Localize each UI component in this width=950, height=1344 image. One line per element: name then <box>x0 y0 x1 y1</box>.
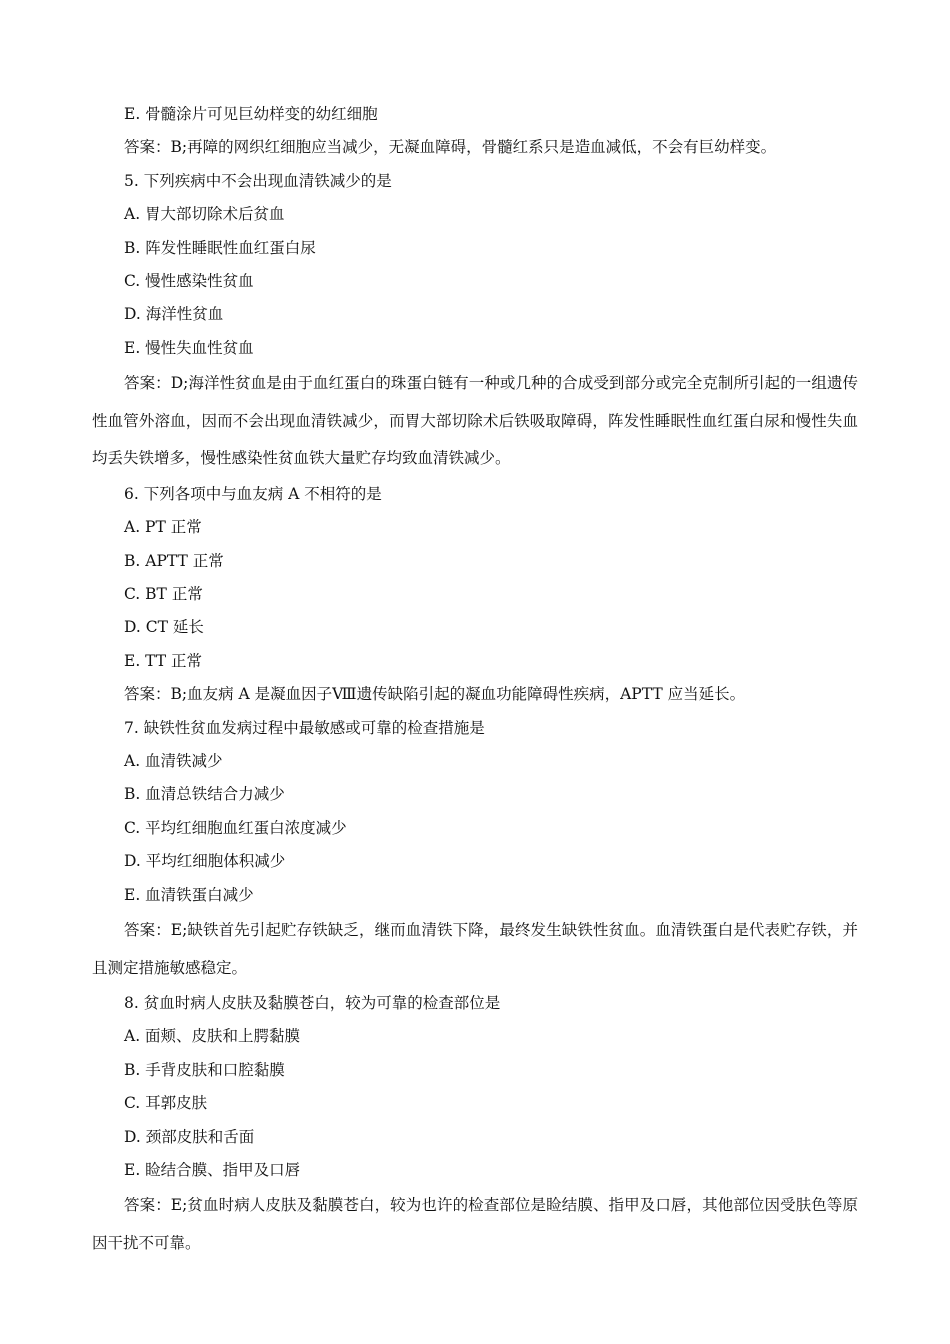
option-line: B. 血清总铁结合力减少 <box>124 785 285 804</box>
answer-paragraph: 答案：E;贫血时病人皮肤及黏膜苍白，较为也许的检查部位是睑结膜、指甲及口唇，其他部位因受肤色等原因干扰不可靠。 <box>92 1196 858 1252</box>
option-line: A. 面颊、皮肤和上腭黏膜 <box>124 1027 301 1046</box>
question-line: 7. 缺铁性贫血发病过程中最敏感或可靠的检查措施是 <box>124 718 485 737</box>
option-line: E. 慢性失血性贫血 <box>124 338 254 357</box>
option-line: E. TT 正常 <box>124 651 203 670</box>
option-line: B. APTT 正常 <box>124 551 224 570</box>
option-line: B. 手背皮肤和口腔黏膜 <box>124 1060 285 1079</box>
question-line: 5. 下列疾病中不会出现血清铁减少的是 <box>124 171 392 190</box>
option-line: E. 血清铁蛋白减少 <box>124 885 254 904</box>
answer-line: 答案：B;血友病 A 是凝血因子Ⅷ遗传缺陷引起的凝血功能障碍性疾病，APTT 应当延长。 <box>124 685 746 704</box>
option-line: D. 颈部皮肤和舌面 <box>124 1127 255 1146</box>
answer-paragraph: 答案：D;海洋性贫血是由于血红蛋白的珠蛋白链有一种或几种的合成受到部分或完全克制所引起的一组遗传性血管外溶血，因而不会出现血清铁减少，而胃大部切除术后铁吸取障碍，阵发性睡眠性血红蛋白尿和慢性失血均丢失铁增多，慢性感染性贫血铁大量贮存均致血清铁减少。 <box>92 374 858 468</box>
option-line: A. 血清铁减少 <box>124 752 223 770</box>
question-line: 6. 下列各项中与血友病 A 不相符的是 <box>124 484 382 503</box>
option-line: D. 海洋性贫血 <box>124 305 224 324</box>
question-line: 8. 贫血时病人皮肤及黏膜苍白，较为可靠的检查部位是 <box>124 994 501 1013</box>
option-line: A. 胃大部切除术后贫血 <box>124 205 285 224</box>
option-line: C. 慢性感染性贫血 <box>124 272 254 291</box>
option-line: E. 睑结合膜、指甲及口唇 <box>124 1161 301 1180</box>
answer-line: 答案：B;再障的网织红细胞应当减少，无凝血障碍，骨髓红系只是造血减低，不会有巨幼样变。 <box>124 138 777 157</box>
option-line: D. 平均红细胞体积减少 <box>124 852 286 871</box>
answer-paragraph: 答案：E;缺铁首先引起贮存铁缺乏，继而血清铁下降，最终发生缺铁性贫血。血清铁蛋白是代表贮存铁，并且测定措施敏感稳定。 <box>92 921 858 977</box>
option-line: A. PT 正常 <box>124 518 202 537</box>
option-line: C. BT 正常 <box>124 584 203 603</box>
option-line: E. 骨髓涂片可见巨幼样变的幼红细胞 <box>124 105 378 123</box>
option-line: C. 平均红细胞血红蛋白浓度减少 <box>124 818 347 837</box>
option-line: B. 阵发性睡眠性血红蛋白尿 <box>124 238 316 257</box>
option-line: C. 耳郭皮肤 <box>124 1094 208 1113</box>
option-line: D. CT 延长 <box>124 618 204 637</box>
